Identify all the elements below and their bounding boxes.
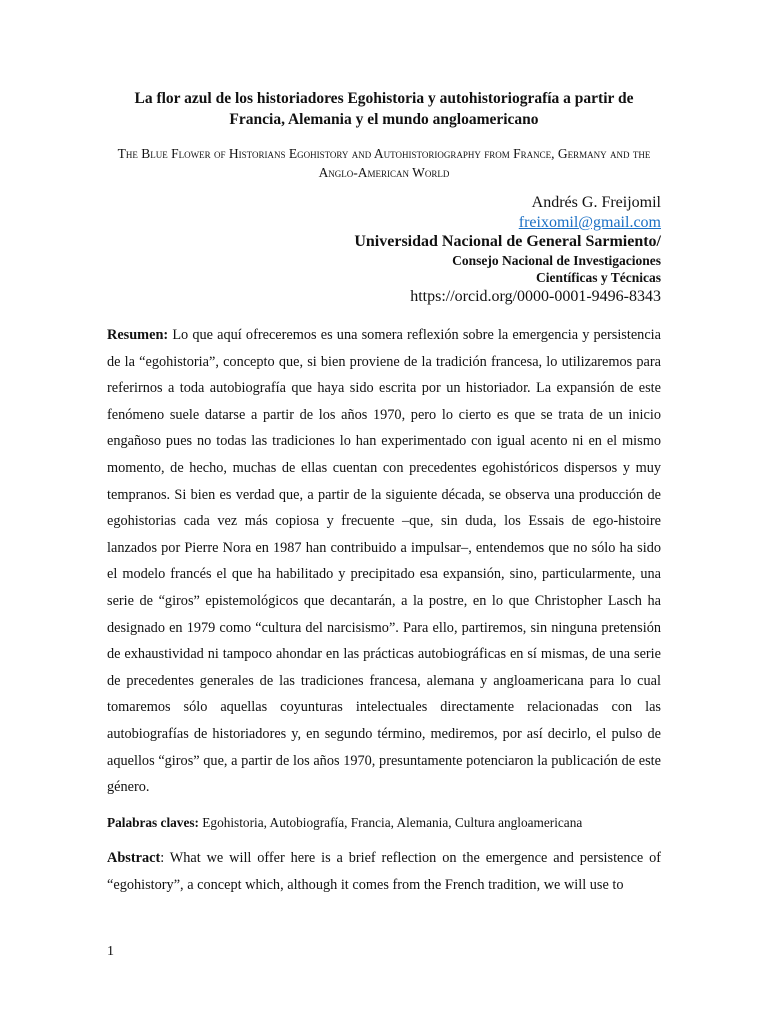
keywords-text: Egohistoria, Autobiografía, Francia, Alemania, Cultura angloamericana <box>198 814 583 830</box>
resumen-label: Resumen: <box>107 327 169 343</box>
author-university: Universidad Nacional de General Sarmiento/ <box>354 233 661 250</box>
author-institution-line-1: Consejo Nacional de Investigaciones <box>452 253 661 268</box>
paper-title-english: The Blue Flower of Historians Egohistory and Autohistoriography from France, Germany and the Anglo-American World <box>117 146 651 180</box>
paper-title: La flor azul de los historiadores Egohistoria y autohistoriografía a partir de Francia, Alemania y el mundo angloamericano <box>134 90 634 128</box>
author-email-link[interactable]: freixomil@gmail.com <box>518 214 661 231</box>
abstract-text: : What we will offer here is a brief reflection on the emergence and persistence of “egohistory”, a concept which, although it comes from the French tradition, we will use to <box>107 849 661 893</box>
document-page <box>107 88 661 899</box>
author-block <box>107 192 661 308</box>
keywords-label: Palabras claves: <box>107 814 199 830</box>
author-orcid: https://orcid.org/0000-0001-9496-8343 <box>410 288 661 305</box>
page-number: 1 <box>107 944 114 959</box>
author-name: Andrés G. Freijomil <box>531 194 661 211</box>
abstract-english-paragraph <box>107 845 661 899</box>
keywords-paragraph <box>107 813 661 833</box>
author-institution-line-2: Científicas y Técnicas <box>536 270 661 285</box>
resumen-text: Lo que aquí ofreceremos es una somera reflexión sobre la emergencia y persistencia de la “egohistoria”, concepto que, si bien proviene de la tradición francesa, lo utilizaremos para referirnos a toda autobiografía que haya sido escrita por un historiador. La expansión de este fenómeno suele datarse a partir de los años 1970, pero lo cierto es que se trata de un inicio engañoso pues no todas las tradiciones lo han experimentado con igual acento ni en el mismo momento, de hecho, muchas de ellas cuentan con precedentes egohistóricos dispersos y muy tempranos. Si bien es verdad que, a partir de la siguiente década, se observa una producción de egohistorias cada vez más copiosa y frecuente –que, sin duda, los Essais de ego-histoire lanzados por Pierre Nora en 1987 han contribuido a impulsar–, entendemos que no sólo ha sido el modelo francés el que ha habilitado y precipitado esa expansión, sino, particularmente, una serie de “giros” epistemológicos que decantarán, a la postre, en lo que Christopher Lasch ha designado en 1979 como “cultura del narcisismo”. Para ello, partiremos, sin ninguna pretensión de exhaustividad ni tampoco ahondar en las prácticas autobiográficas en sí mismas, de una serie de precedentes generales de las tradiciones francesa, alemana y angloamericana para lo cual tomaremos sólo aquellas coyunturas intelectuales directamente relacionadas con las autobiografías de historiadores y, en segundo término, mediremos, por así decirlo, el pulso de aquellos “giros” que, a partir de los años 1970, presuntamente potenciaron la publicación de este género. <box>107 327 661 796</box>
abstract-label: Abstract <box>107 849 161 866</box>
resumen-paragraph <box>107 322 661 801</box>
